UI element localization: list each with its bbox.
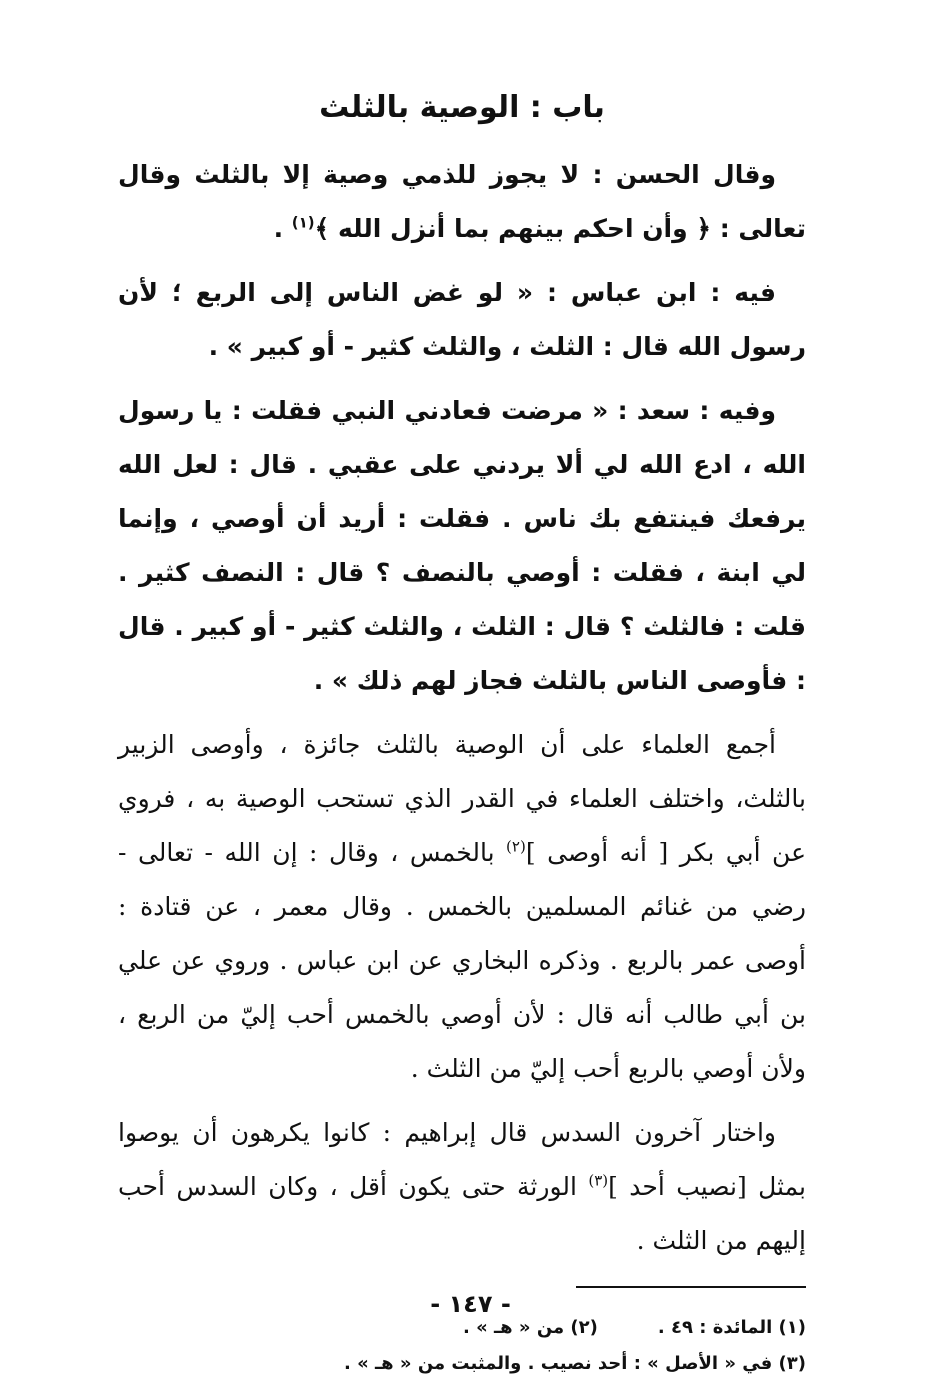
footnote-3: (٣) في « الأصل » : أحد نصيب . والمثبت من « هـ » . xyxy=(344,1353,806,1374)
paragraph-saad: وفيه : سعد : « مرضت فعادني النبي فقلت : يا رسول الله ، ادع الله لي ألا يردني على عقبي . قال : لعل الله يرفعك فينتفع بك ناس . فقلت : أريد أن أوصي ، وإنما لي ابنة ، فقلت : أوصي بالنصف ؟ قال : النصف كثير . قلت : فالثلث ؟ قال : الثلث ، والثلث كثير - أو كبير . قال : فأوصى الناس بالثلث فجاز لهم ذلك » . xyxy=(118,396,806,695)
footnote-2: (٢) من « هـ » . xyxy=(463,1317,598,1338)
page-number: - ١٤٧ - xyxy=(430,1290,511,1318)
paragraph-consensus-end: بالخمس ، وقال : إن الله - تعالى - رضي من غنائم المسلمين بالخمس . وقال معمر ، عن قتادة : أوصى عمر بالربع . وذكره البخاري عن ابن عباس . وروي عن علي بن أبي طالب أنه قال : لأن أوصي بالخمس أحب إليّ من الربع ، ولأن أوصي بالربع أحب إليّ من الثلث . xyxy=(118,838,806,1083)
footnote-ref-3: (٣) xyxy=(588,1171,609,1190)
footnote-1: (١) المائدة : ٤٩ . xyxy=(657,1317,806,1338)
chapter-title: باب : الوصية بالثلث xyxy=(319,90,605,125)
paragraph-hasan-end: . xyxy=(273,214,292,243)
footnote-divider xyxy=(576,1286,806,1288)
paragraph-sixth-text: واختار آخرون السدس قال إبراهيم : كانوا يكرهون أن يوصوا بمثل [نصيب أحد ] xyxy=(118,1118,806,1201)
paragraph-consensus-text: أجمع العلماء على أن الوصية بالثلث جائزة ، وأوصى الزبير بالثلث، واختلف العلماء في القدر الذي تستحب الوصية به ، فروي عن أبي بكر [ أنه أوصى ] xyxy=(118,730,806,867)
page-body xyxy=(118,78,806,1382)
paragraph-sixth xyxy=(118,1106,806,1268)
paragraph-hasan-text: وقال الحسن : لا يجوز للذمي وصية إلا بالثلث وقال تعالى : ﴿ وأن احكم بينهم بما أنزل الله ﴾ xyxy=(118,160,806,243)
footnote-ref-1: (١) xyxy=(291,213,315,232)
footnote-ref-2: (٢) xyxy=(506,837,526,856)
paragraph-sixth-end: الورثة حتى يكون أقل ، وكان السدس أحب إليهم من الثلث . xyxy=(118,1172,806,1255)
paragraph-hasan xyxy=(118,148,806,256)
paragraph-consensus xyxy=(118,718,806,1096)
paragraph-ibn-abbas: فيه : ابن عباس : « لو غض الناس إلى الربع ؛ لأن رسول الله قال : الثلث ، والثلث كثير - أو كبير » . xyxy=(118,278,806,361)
